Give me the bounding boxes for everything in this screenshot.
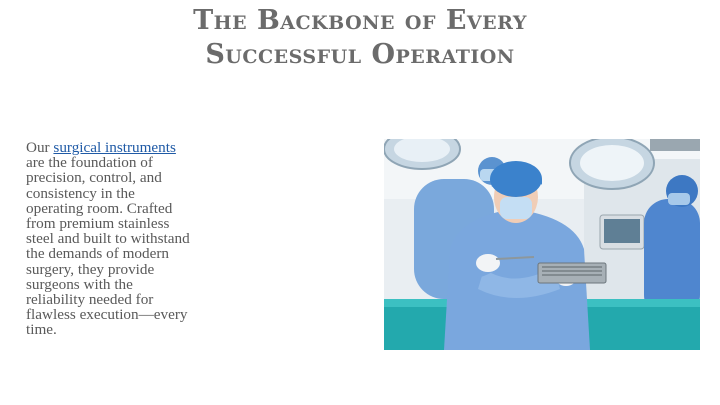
surgical-instruments-link[interactable]: surgical instruments — [53, 139, 176, 156]
glove-left — [476, 254, 500, 272]
paragraph-lead: Our — [26, 139, 54, 156]
instrument-tray — [538, 263, 606, 283]
surgery-photo — [384, 139, 700, 350]
body-paragraph — [26, 140, 194, 338]
face-mask — [500, 197, 532, 219]
page-title — [0, 4, 720, 72]
title-line-2: Successful Operation — [205, 39, 515, 70]
surgeon-illustration — [384, 139, 700, 350]
paragraph-rest: are the foundation of precision, control, and consistency in the operating room. Crafted from premium stainless steel and built to withstand the demands of modern surgery, they provide surgeons with the reliability needed for flawless execution—every time. — [26, 154, 190, 339]
title-line-1: The Backbone of Every — [193, 5, 527, 36]
